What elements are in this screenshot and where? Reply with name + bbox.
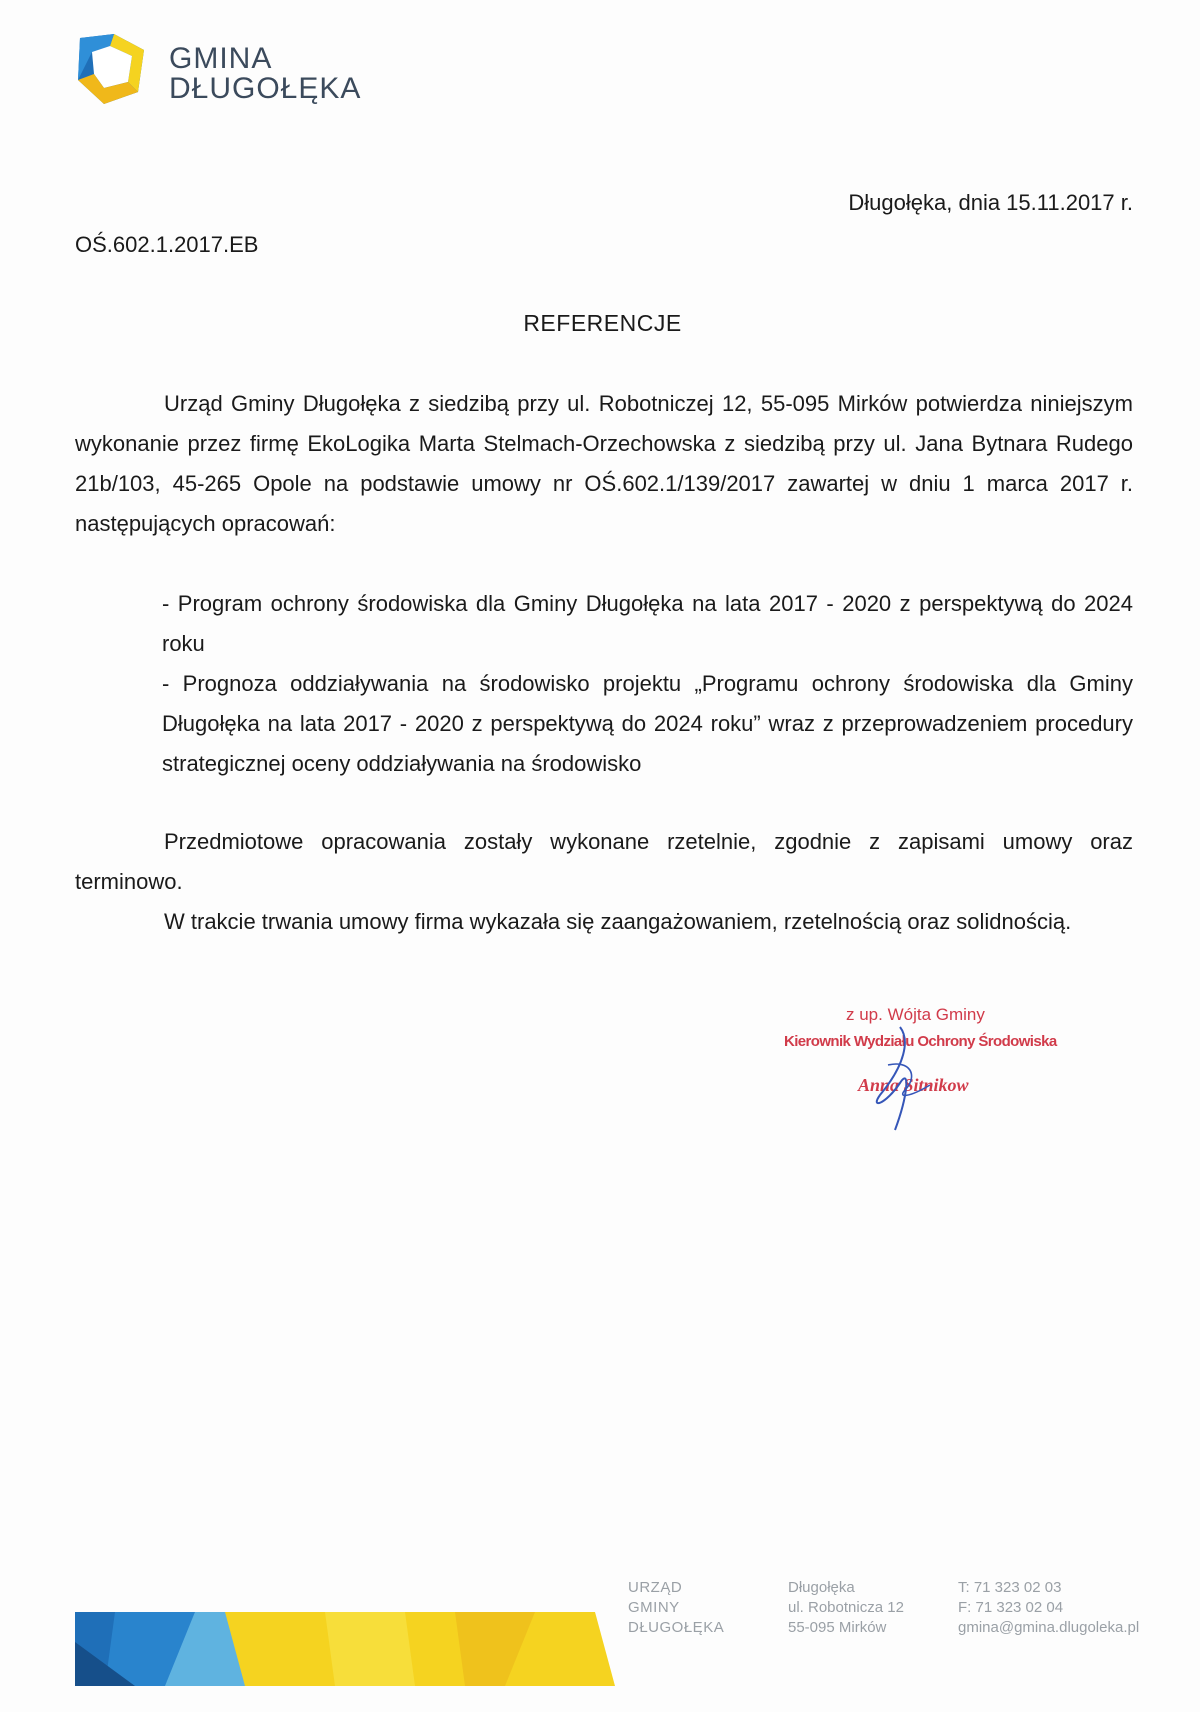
footer-fax: F: 71 323 02 04 [958, 1599, 1064, 1616]
footer-address [788, 1578, 904, 1638]
paragraph-intro [75, 384, 1133, 544]
stamp-line-3: Anna Sitnikow [858, 1075, 969, 1095]
footer-contact [958, 1578, 1139, 1638]
gmina-logo [74, 30, 374, 110]
footer-decoration [75, 1612, 615, 1686]
reference-number: OŚ.602.1.2017.EB [75, 232, 259, 257]
stamp-line-1: z up. Wójta Gminy [846, 1005, 985, 1024]
footer-line: DŁUGOŁĘKA [628, 1619, 725, 1636]
stamp-line-2: Kierownik Wydziału Ochrony Środowiska [784, 1033, 1057, 1050]
signature-stamp [760, 1005, 1080, 1135]
paragraph-quality [75, 822, 1133, 902]
footer-email: gmina@gmina.dlugoleka.pl [958, 1619, 1140, 1636]
letter-title: REFERENCJE [523, 310, 682, 336]
list-item: - Prognoza oddziaływania na środowisko projektu „Programu ochrony środowiska dla Gminy Długołęka na lata 2017 - 2020 z perspektywą do 2024 roku” wraz z przeprowadzeniem procedury strategicznej oceny oddziaływania na środowisko [162, 671, 1133, 776]
footer-office-name [628, 1578, 724, 1638]
handwritten-signature [760, 1005, 1080, 1135]
logo-line-2: DŁUGOŁĘKA [169, 72, 362, 105]
paragraph-quality-text: Przedmiotowe opracowania zostały wykonane rzetelnie, zgodnie z zapisami umowy oraz terminowo. [75, 829, 1133, 894]
footer-line: GMINY [628, 1599, 680, 1616]
footer-line: URZĄD [628, 1579, 683, 1596]
gmina-logo-icon [74, 30, 154, 110]
list-item: - Program ochrony środowiska dla Gminy Długołęka na lata 2017 - 2020 z perspektywą do 2024 roku [162, 591, 1133, 656]
footer-phone: T: 71 323 02 03 [958, 1579, 1062, 1596]
works-list [162, 584, 1133, 784]
paragraph-intro-text: Urząd Gminy Długołęka z siedzibą przy ul. Robotniczej 12, 55-095 Mirków potwierdza niniejszym wykonanie przez firmę EkoLogika Marta Stelmach-Orzechowska z siedzibą przy ul. Jana Bytnara Rudego 21b/103, 45-265 Opole na podstawie umowy nr OŚ.602.1/139/2017 zawartej w dniu 1 marca 2017 r. następujących opracowań: [75, 391, 1133, 536]
footer-line: ul. Robotnicza 12 [788, 1599, 904, 1616]
footer-line: 55-095 Mirków [788, 1619, 887, 1636]
paragraph-commitment-text: W trakcie trwania umowy firma wykazała się zaangażowaniem, rzetelnością oraz solidnością. [164, 909, 1072, 934]
letter-date: Długołęka, dnia 15.11.2017 r. [848, 190, 1133, 215]
logo-line-1: GMINA [169, 42, 273, 75]
paragraph-commitment [75, 902, 1133, 942]
gmina-logo-text [169, 44, 361, 104]
footer-line: Długołęka [788, 1579, 855, 1596]
